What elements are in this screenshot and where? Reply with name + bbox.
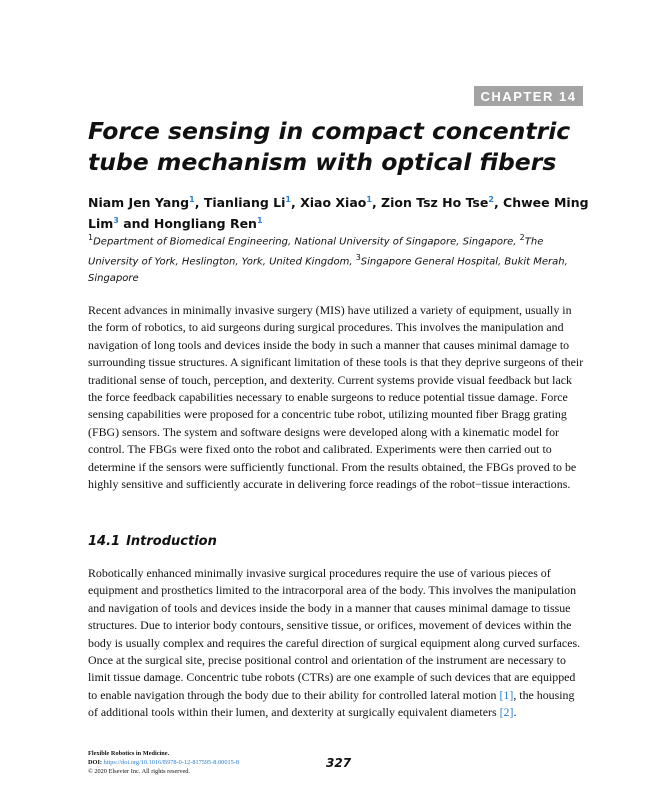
author-affiliation-mark: 1 (285, 195, 291, 204)
chapter-title: Force sensing in compact concentric tube mechanism with optical fibers (88, 117, 571, 176)
author-affiliation-mark: 2 (488, 195, 494, 204)
affiliation-mark: 3 (355, 253, 361, 263)
author-name: Xiao Xiao (300, 195, 367, 211)
copyright: © 2020 Elsevier Inc. All rights reserved. (88, 768, 191, 775)
doi-label: DOI: (88, 759, 104, 766)
author-name: Tianliang Li (203, 195, 286, 211)
introduction-paragraph: Robotically enhanced minimally invasive surgical procedures require the use of various pieces of equipment and prosthetics limited to the intracorporal area of the body. This involves the manipulation and navigation of tools and devices inside the body in a manner that causes minimal damage to tissue structures. Due to interior body contours, sensitive tissue, or orifices, movement of devices within the body is usually complex and requires the careful direction of surgical equipment along curved surfaces. Once at the surgical site, precise positional control and orientation of the instrument are necessary to limit tissue damage. Concentric tube robots (CTRs) are one example of such devices that are equipped to enable navigation through the body due to their ability for controlled lateral motion [1], the housing of additional tools within their lumen, and dexterity at surgically equivalent diameters [2]. (88, 566, 581, 720)
author-affiliation-mark: 3 (113, 216, 119, 226)
citation-link[interactable]: [2] (499, 705, 514, 720)
section-number: 14.1 (88, 534, 121, 549)
author-list: Niam Jen Yang$^1$, Tianliang Li$^1$, Xiao Xiao$^1$, Zion Tsz Ho Tse$^2$, Chwee Ming Lim$^3$ and Hongliang Ren$^1$ (88, 195, 589, 232)
affiliation-text: The University of York, Heslington, York, United Kingdom, (88, 236, 544, 268)
section-title: Introduction (126, 534, 217, 549)
affiliation-text: Department of Biomedical Engineering, National University of Singapore, Singapore, (93, 236, 520, 248)
author-name: Zion Tsz Ho Tse (381, 195, 489, 211)
doi-link[interactable]: https://doi.org/10.1016/B978-0-12-817595-8.00015-8 (103, 759, 240, 766)
page-number: 327 (326, 756, 352, 770)
affiliations (88, 230, 588, 287)
page-footer (88, 749, 328, 776)
author-affiliation-mark: 1 (366, 195, 372, 204)
affiliation-mark: 1 (88, 233, 94, 242)
section-heading (88, 534, 488, 549)
author-affiliation-mark: 1 (189, 195, 195, 204)
affiliation-mark: 2 (519, 233, 525, 242)
author-name: Chwee Ming Lim (88, 195, 589, 232)
book-title: Flexible Robotics in Medicine. (88, 750, 170, 757)
author-name: Niam Jen Yang (88, 195, 190, 211)
abstract: Recent advances in minimally invasive surgery (MIS) have utilized a variety of equipment, usually in the form of robotics, to aid surgeons during surgical procedures. This involves the manipulation and navigation of long tools and devices inside the body in such a manner that causes minimal damage to surrounding tissue structures. A significant limitation of these tools is that they deprive surgeons of their traditional sense of touch, perception, and dexterity. Current systems provide visual feedback but lack the force feedback capabilities necessary to enable surgeons to reduce potential tissue damage. Force sensing capabilities were proposed for a concentric tube robot, utilizing mounted fiber Bragg grating (FBG) sensors. The system and software designs were developed along with a kinematic model for control. The FBGs were fixed onto the robot and calibrated. Experiments were then carried out to determine if the sensors were sufficiently functional. From the results obtained, the FBGs proved to be highly sensitive and sufficiently accurate in delivering force readings of the robot−tissue interactions. (88, 303, 584, 492)
author-name: Hongliang Ren (153, 216, 257, 232)
author-affiliation-mark: 1 (256, 216, 263, 226)
chapter-label: CHAPTER 14 (474, 86, 583, 106)
affiliation-text: Singapore General Hospital, Bukit Merah, Singapore (88, 256, 568, 284)
citation-link[interactable]: [1] (499, 687, 514, 702)
